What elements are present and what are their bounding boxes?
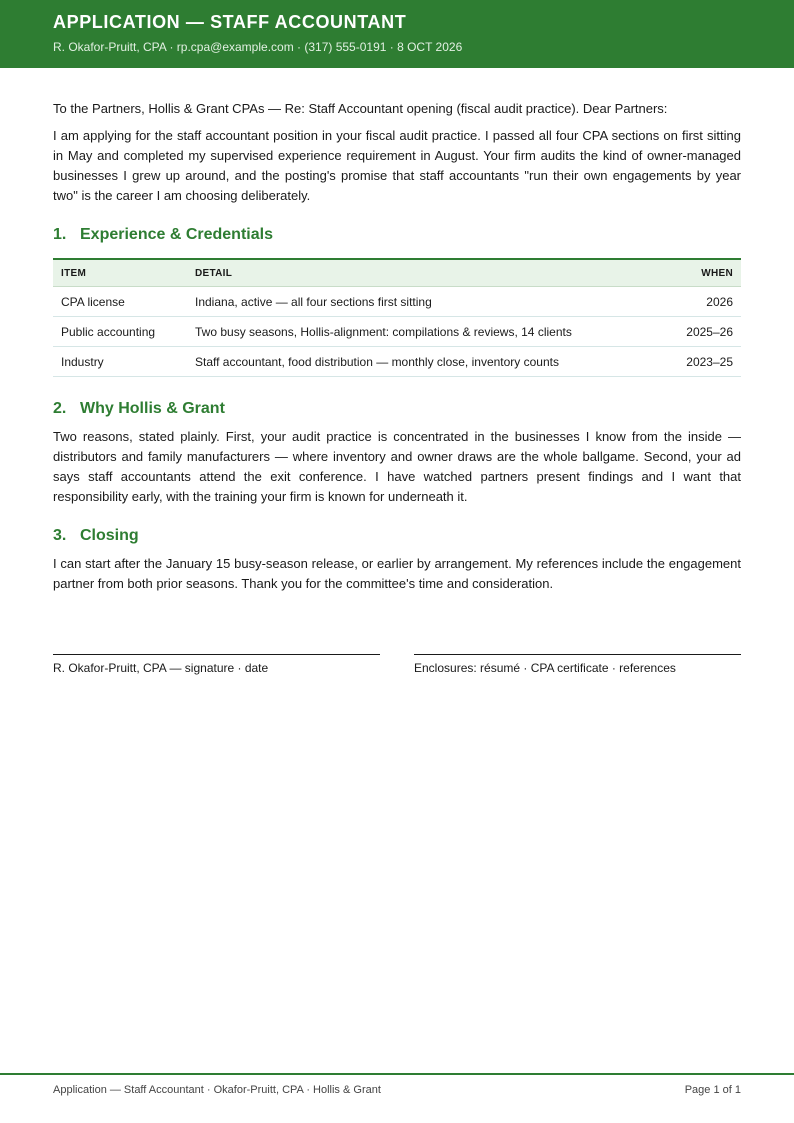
- table-row: [53, 347, 741, 377]
- cell-when: 2026: [645, 287, 741, 317]
- section-title: Closing: [80, 527, 139, 544]
- enclosures-caption: Enclosures: résumé · CPA certificate · references: [414, 661, 676, 675]
- cell-when: 2023–25: [645, 347, 741, 377]
- table-header-row: [53, 259, 741, 287]
- letter-body: [53, 99, 741, 594]
- column-header-item: ITEM: [53, 259, 187, 287]
- contact-line: R. Okafor-Pruitt, CPA · rp.cpa@example.com · (317) 555-0191 · 8 OCT 2026: [53, 40, 463, 54]
- footer-divider: [0, 1073, 794, 1075]
- page-header: [0, 0, 794, 68]
- section-heading-experience: [53, 226, 741, 244]
- why-paragraph: Two reasons, stated plainly. First, your audit practice is concentrated in the businesses I know from the inside — distributors and family manufacturers — where inventory and owner draws are the whole ballgame. Second, your ad says staff accountants attend the exit conference. I have watched partners present findings and I want that responsibility early, with the training your firm is known for underneath it.: [53, 429, 741, 504]
- table-row: [53, 317, 741, 347]
- footer-text: Application — Staff Accountant · Okafor-Pruitt, CPA · Hollis & Grant: [53, 1084, 381, 1096]
- section-heading-closing: [53, 527, 741, 545]
- cell-when: 2025–26: [645, 317, 741, 347]
- cell-item: CPA license: [53, 287, 187, 317]
- signature-caption: R. Okafor-Pruitt, CPA — signature · date: [53, 661, 269, 675]
- table-row: [53, 287, 741, 317]
- section-number: 1.: [53, 226, 67, 243]
- cell-item: Industry: [53, 347, 187, 377]
- intro-paragraph: I am applying for the staff accountant position in your fiscal audit practice. I passed all four CPA sections on first sitting in May and completed my supervised experience requirement in August. Your firm audits the kind of owner-managed businesses I grew up around, and the posting's promise that staff accountants "run their own engagements by year two" is the career I am choosing deliberately.: [53, 128, 741, 203]
- page-number: Page 1 of 1: [684, 1084, 741, 1096]
- document-title: APPLICATION — STAFF ACCOUNTANT: [53, 12, 407, 32]
- cell-detail: Staff accountant, food distribution — monthly close, inventory counts: [187, 347, 645, 377]
- cell-item: Public accounting: [53, 317, 187, 347]
- enclosures-line: [414, 654, 741, 675]
- signature-line: [53, 654, 380, 675]
- cell-detail: Indiana, active — all four sections first sitting: [187, 287, 645, 317]
- section-title: Why Hollis & Grant: [80, 400, 225, 417]
- column-header-detail: DETAIL: [187, 259, 645, 287]
- signature-row: [53, 654, 741, 684]
- section-title: Experience & Credentials: [80, 226, 273, 243]
- credentials-table: [53, 258, 741, 377]
- closing-paragraph: I can start after the January 15 busy-season release, or earlier by arrangement. My references include the engagement partner from both prior seasons. Thank you for the committee's time and consideration.: [53, 556, 741, 591]
- cell-detail: Two busy seasons, Hollis-alignment: compilations & reviews, 14 clients: [187, 317, 645, 347]
- salutation: To the Partners, Hollis & Grant CPAs — Re: Staff Accountant opening (fiscal audit practice). Dear Partners:: [53, 101, 668, 116]
- section-heading-why: [53, 400, 741, 418]
- section-number: 2.: [53, 400, 67, 417]
- column-header-when: WHEN: [645, 259, 741, 287]
- section-number: 3.: [53, 527, 67, 544]
